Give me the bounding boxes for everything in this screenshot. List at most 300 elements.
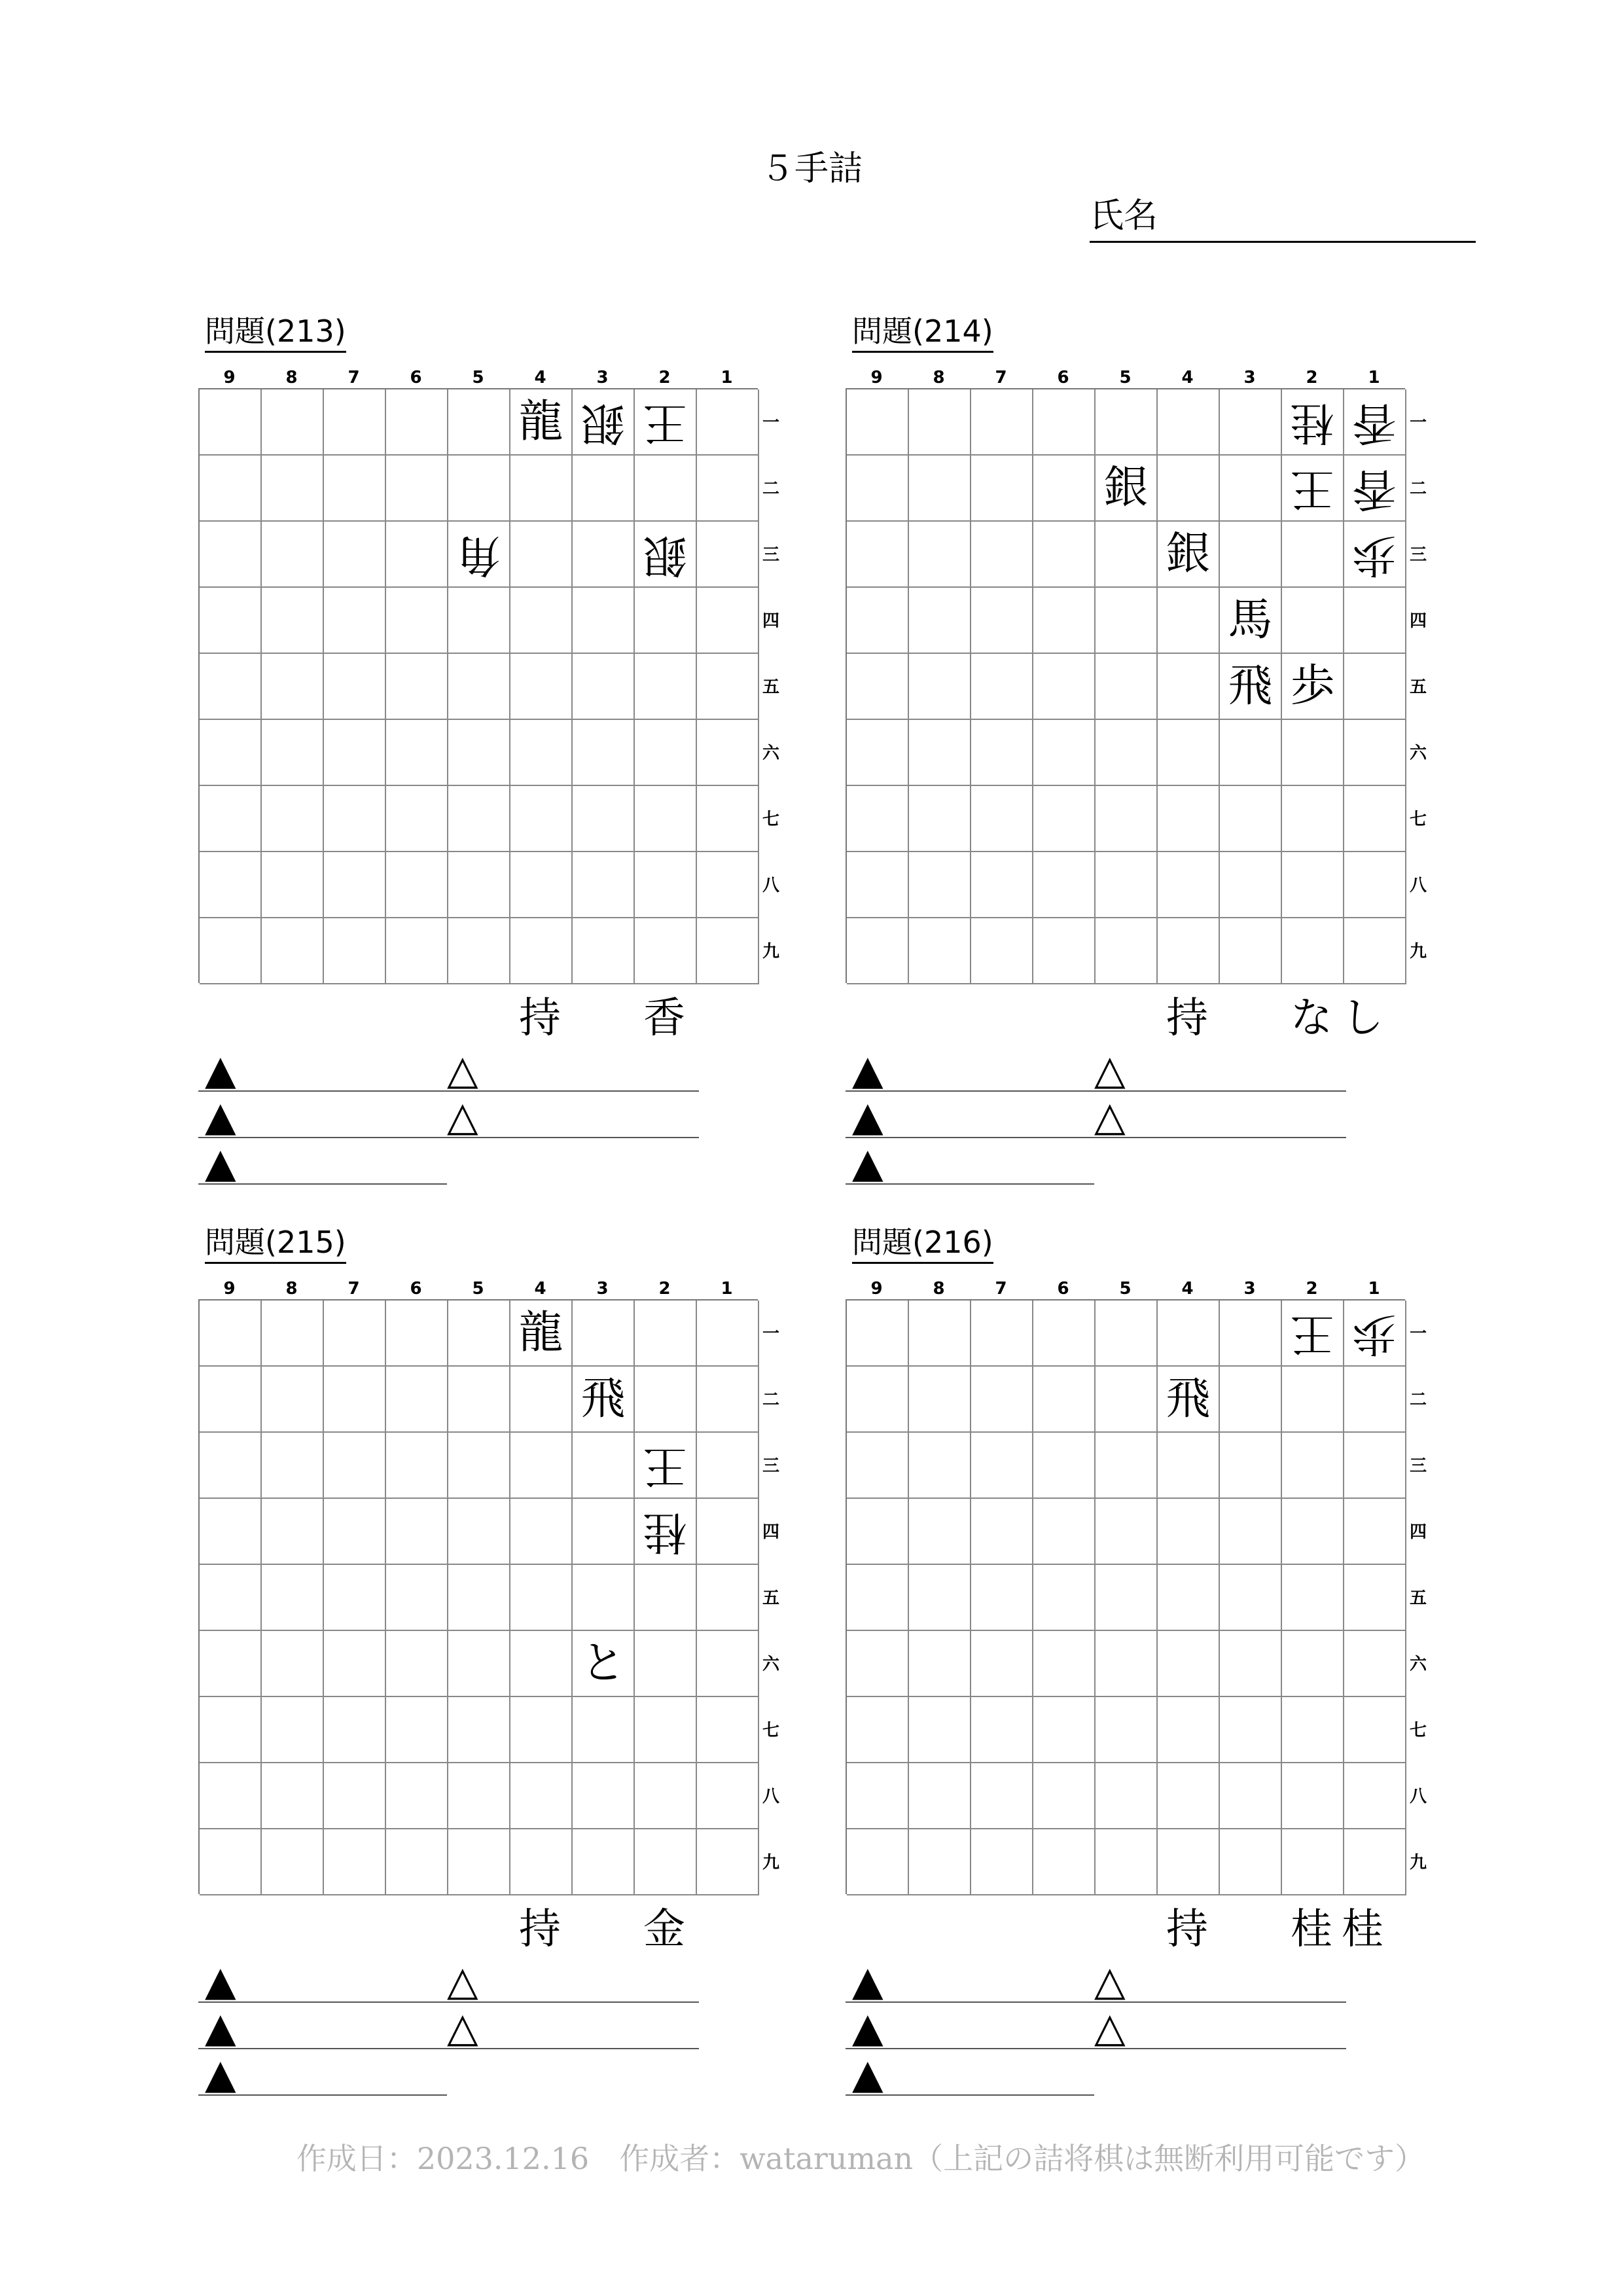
board-square[interactable] [1033,1300,1096,1367]
board-square[interactable] [510,1300,573,1367]
board-square[interactable] [635,1763,697,1829]
board-square[interactable] [909,522,971,588]
board-square[interactable] [847,1300,909,1367]
board-square[interactable] [847,1697,909,1763]
board-square[interactable] [971,786,1033,852]
board-square[interactable] [510,456,573,522]
board-square[interactable] [386,720,448,786]
board-square[interactable] [1344,1499,1406,1565]
board-square[interactable] [573,1499,635,1565]
board-square[interactable] [510,1829,573,1895]
board-square[interactable] [510,1631,573,1697]
board-square[interactable] [1033,1631,1096,1697]
board-square[interactable] [1282,522,1344,588]
board-square[interactable] [635,1565,697,1631]
board-square[interactable] [1096,654,1158,720]
board-square[interactable] [1158,522,1220,588]
board-square[interactable] [324,1367,386,1433]
gote-move-blank[interactable] [1094,1957,1346,2003]
sente-move-blank[interactable] [198,1139,447,1185]
board-square[interactable] [573,1763,635,1829]
board-square[interactable] [971,1433,1033,1499]
board-square[interactable] [262,852,324,918]
board-square[interactable] [1096,588,1158,654]
board-square[interactable] [1220,588,1282,654]
board-square[interactable] [1282,456,1344,522]
board-square[interactable] [1158,1697,1220,1763]
board-square[interactable] [847,389,909,456]
board-square[interactable] [635,852,697,918]
board-square[interactable] [635,1829,697,1895]
board-square[interactable] [448,1829,510,1895]
board-square[interactable] [200,786,262,852]
board-square[interactable] [200,1763,262,1829]
board-square[interactable] [510,1763,573,1829]
board-square[interactable] [971,852,1033,918]
board-square[interactable] [262,1763,324,1829]
board-square[interactable] [262,389,324,456]
board-square[interactable] [847,852,909,918]
board-square[interactable] [635,786,697,852]
board-square[interactable] [262,1829,324,1895]
board-square[interactable] [1033,588,1096,654]
board-square[interactable] [1158,852,1220,918]
board-square[interactable] [635,456,697,522]
board-square[interactable] [573,654,635,720]
board-square[interactable] [847,1763,909,1829]
board-square[interactable] [1033,1433,1096,1499]
board-square[interactable] [386,456,448,522]
board-square[interactable] [262,1300,324,1367]
sente-move-blank[interactable] [198,1092,447,1138]
board-square[interactable] [262,1433,324,1499]
board-square[interactable] [635,588,697,654]
board-square[interactable] [386,654,448,720]
board-square[interactable] [1282,1697,1344,1763]
board-square[interactable] [1096,1300,1158,1367]
board-square[interactable] [1096,786,1158,852]
board-square[interactable] [573,1300,635,1367]
board-square[interactable] [510,786,573,852]
board-square[interactable] [324,1499,386,1565]
board-square[interactable] [971,1697,1033,1763]
board-square[interactable] [324,1829,386,1895]
board-square[interactable] [971,720,1033,786]
board-square[interactable] [262,654,324,720]
board-square[interactable] [324,786,386,852]
board-square[interactable] [1220,654,1282,720]
board-square[interactable] [324,654,386,720]
board-square[interactable] [324,1433,386,1499]
board-square[interactable] [1220,720,1282,786]
board-square[interactable] [1158,1499,1220,1565]
gote-move-blank[interactable] [1094,1092,1346,1138]
board-square[interactable] [1220,389,1282,456]
board-square[interactable] [1158,654,1220,720]
board-square[interactable] [573,1433,635,1499]
board-square[interactable] [847,654,909,720]
board-square[interactable] [697,1763,759,1829]
board-square[interactable] [697,588,759,654]
board-square[interactable] [1220,786,1282,852]
board-square[interactable] [1096,720,1158,786]
board-square[interactable] [1282,1631,1344,1697]
board-square[interactable] [1282,1565,1344,1631]
gote-move-blank[interactable] [447,1957,699,2003]
board-square[interactable] [1096,522,1158,588]
board-square[interactable] [510,918,573,984]
board-square[interactable] [262,918,324,984]
board-square[interactable] [1158,456,1220,522]
board-square[interactable] [847,1829,909,1895]
board-square[interactable] [200,456,262,522]
board-square[interactable] [697,1367,759,1433]
sente-move-blank[interactable] [198,1957,447,2003]
board-square[interactable] [510,1565,573,1631]
board-square[interactable] [573,918,635,984]
gote-move-blank[interactable] [1094,2003,1346,2049]
board-square[interactable] [1220,852,1282,918]
sente-move-blank[interactable] [846,2003,1094,2049]
board-square[interactable] [386,918,448,984]
board-square[interactable] [448,588,510,654]
board-square[interactable] [1158,389,1220,456]
board-square[interactable] [573,852,635,918]
board-square[interactable] [386,1367,448,1433]
board-square[interactable] [573,456,635,522]
board-square[interactable] [448,918,510,984]
board-square[interactable] [1344,389,1406,456]
board-square[interactable] [324,852,386,918]
sente-move-blank[interactable] [846,1046,1094,1092]
board-square[interactable] [448,852,510,918]
board-square[interactable] [448,1565,510,1631]
board-square[interactable] [909,1565,971,1631]
board-square[interactable] [1220,1367,1282,1433]
board-square[interactable] [847,1367,909,1433]
board-square[interactable] [635,1697,697,1763]
gote-move-blank[interactable] [447,2003,699,2049]
board-square[interactable] [697,1697,759,1763]
board-square[interactable] [1096,918,1158,984]
board-square[interactable] [448,456,510,522]
board-square[interactable] [909,654,971,720]
board-square[interactable] [200,389,262,456]
board-square[interactable] [1344,1367,1406,1433]
board-square[interactable] [909,456,971,522]
board-square[interactable] [1096,852,1158,918]
board-square[interactable] [324,1697,386,1763]
board-square[interactable] [200,1631,262,1697]
board-square[interactable] [1220,522,1282,588]
board-square[interactable] [909,720,971,786]
board-square[interactable] [971,456,1033,522]
board-square[interactable] [1158,1433,1220,1499]
board-square[interactable] [200,522,262,588]
board-square[interactable] [909,1829,971,1895]
board-square[interactable] [1282,720,1344,786]
board-square[interactable] [200,588,262,654]
board-square[interactable] [324,1763,386,1829]
board-square[interactable] [386,588,448,654]
board-square[interactable] [324,1631,386,1697]
sente-move-blank[interactable] [198,2003,447,2049]
board-square[interactable] [510,1367,573,1433]
board-square[interactable] [635,918,697,984]
board-square[interactable] [1344,1300,1406,1367]
board-square[interactable] [971,522,1033,588]
board-square[interactable] [1158,786,1220,852]
board-square[interactable] [909,1631,971,1697]
board-square[interactable] [1344,852,1406,918]
board-square[interactable] [448,1763,510,1829]
board-square[interactable] [262,786,324,852]
board-square[interactable] [262,456,324,522]
board-square[interactable] [200,1697,262,1763]
board-square[interactable] [510,522,573,588]
board-square[interactable] [386,522,448,588]
board-square[interactable] [1220,1300,1282,1367]
board-square[interactable] [1158,918,1220,984]
board-square[interactable] [448,1499,510,1565]
board-square[interactable] [847,1631,909,1697]
sente-move-blank[interactable] [846,1139,1094,1185]
board-square[interactable] [573,389,635,456]
board-square[interactable] [847,588,909,654]
board-square[interactable] [200,654,262,720]
board-square[interactable] [1033,852,1096,918]
board-square[interactable] [847,1433,909,1499]
board-square[interactable] [386,1829,448,1895]
board-square[interactable] [1158,1565,1220,1631]
board-square[interactable] [1033,1499,1096,1565]
sente-move-blank[interactable] [198,2050,447,2096]
board-square[interactable] [847,456,909,522]
board-square[interactable] [200,1565,262,1631]
board-square[interactable] [324,918,386,984]
board-square[interactable] [635,1499,697,1565]
board-square[interactable] [1220,1829,1282,1895]
board-square[interactable] [971,1499,1033,1565]
board-square[interactable] [909,1499,971,1565]
board-square[interactable] [847,786,909,852]
board-square[interactable] [1344,1763,1406,1829]
board-square[interactable] [573,1697,635,1763]
board-square[interactable] [635,1433,697,1499]
board-square[interactable] [324,720,386,786]
board-square[interactable] [697,456,759,522]
board-square[interactable] [909,852,971,918]
board-square[interactable] [510,654,573,720]
board-square[interactable] [1344,1829,1406,1895]
board-square[interactable] [1282,389,1344,456]
board-square[interactable] [200,1499,262,1565]
board-square[interactable] [635,654,697,720]
board-square[interactable] [324,1300,386,1367]
board-square[interactable] [1096,1433,1158,1499]
board-square[interactable] [1158,1300,1220,1367]
board-square[interactable] [1096,1565,1158,1631]
board-square[interactable] [909,918,971,984]
board-square[interactable] [573,720,635,786]
board-square[interactable] [573,1829,635,1895]
board-square[interactable] [386,1763,448,1829]
board-square[interactable] [386,1631,448,1697]
board-square[interactable] [1220,918,1282,984]
board-square[interactable] [697,1433,759,1499]
board-square[interactable] [386,1697,448,1763]
board-square[interactable] [386,852,448,918]
board-square[interactable] [386,786,448,852]
board-square[interactable] [1033,1763,1096,1829]
board-square[interactable] [1158,720,1220,786]
board-square[interactable] [262,1631,324,1697]
board-square[interactable] [847,1565,909,1631]
board-square[interactable] [262,1565,324,1631]
board-square[interactable] [1033,918,1096,984]
board-square[interactable] [1096,1499,1158,1565]
board-square[interactable] [1096,1829,1158,1895]
board-square[interactable] [1033,786,1096,852]
board-square[interactable] [510,1697,573,1763]
board-square[interactable] [1096,1367,1158,1433]
board-square[interactable] [510,720,573,786]
board-square[interactable] [697,654,759,720]
board-square[interactable] [1220,1499,1282,1565]
board-square[interactable] [1344,1433,1406,1499]
board-square[interactable] [573,1565,635,1631]
board-square[interactable] [635,1367,697,1433]
board-square[interactable] [971,1829,1033,1895]
board-square[interactable] [1282,1433,1344,1499]
sente-move-blank[interactable] [846,1092,1094,1138]
board-square[interactable] [200,720,262,786]
board-square[interactable] [971,1763,1033,1829]
gote-move-blank[interactable] [1094,1046,1346,1092]
board-square[interactable] [697,720,759,786]
board-square[interactable] [510,852,573,918]
board-square[interactable] [1220,1433,1282,1499]
board-square[interactable] [324,588,386,654]
board-square[interactable] [1158,1829,1220,1895]
sente-move-blank[interactable] [846,2050,1094,2096]
board-square[interactable] [573,1367,635,1433]
board-square[interactable] [1282,1300,1344,1367]
board-square[interactable] [971,588,1033,654]
board-square[interactable] [909,786,971,852]
board-square[interactable] [1096,1763,1158,1829]
board-square[interactable] [1096,389,1158,456]
board-square[interactable] [909,588,971,654]
board-square[interactable] [1033,1565,1096,1631]
board-square[interactable] [697,918,759,984]
board-square[interactable] [448,1300,510,1367]
board-square[interactable] [635,1300,697,1367]
board-square[interactable] [1033,1367,1096,1433]
gote-move-blank[interactable] [447,1092,699,1138]
board-square[interactable] [386,1433,448,1499]
board-square[interactable] [1344,786,1406,852]
board-square[interactable] [909,1697,971,1763]
board-square[interactable] [1282,918,1344,984]
board-square[interactable] [1158,588,1220,654]
board-square[interactable] [448,654,510,720]
board-square[interactable] [262,588,324,654]
board-square[interactable] [1282,1829,1344,1895]
board-square[interactable] [1220,456,1282,522]
sente-move-blank[interactable] [846,1957,1094,2003]
board-square[interactable] [909,389,971,456]
board-square[interactable] [1282,852,1344,918]
board-square[interactable] [1096,456,1158,522]
board-square[interactable] [448,389,510,456]
board-square[interactable] [697,522,759,588]
board-square[interactable] [200,918,262,984]
board-square[interactable] [635,389,697,456]
board-square[interactable] [697,1829,759,1895]
board-square[interactable] [847,1499,909,1565]
board-square[interactable] [971,654,1033,720]
board-square[interactable] [1158,1763,1220,1829]
board-square[interactable] [971,1631,1033,1697]
board-square[interactable] [971,389,1033,456]
board-square[interactable] [573,1631,635,1697]
board-square[interactable] [448,1433,510,1499]
board-square[interactable] [1282,1763,1344,1829]
board-square[interactable] [510,588,573,654]
board-square[interactable] [510,1499,573,1565]
board-square[interactable] [510,389,573,456]
board-square[interactable] [1033,389,1096,456]
board-square[interactable] [1282,1367,1344,1433]
board-square[interactable] [262,522,324,588]
board-square[interactable] [1096,1631,1158,1697]
board-square[interactable] [1344,522,1406,588]
board-square[interactable] [1220,1565,1282,1631]
board-square[interactable] [971,918,1033,984]
board-square[interactable] [324,522,386,588]
board-square[interactable] [697,786,759,852]
board-square[interactable] [1033,1697,1096,1763]
board-square[interactable] [971,1565,1033,1631]
board-square[interactable] [1282,786,1344,852]
board-square[interactable] [324,389,386,456]
board-square[interactable] [573,786,635,852]
board-square[interactable] [448,1631,510,1697]
board-square[interactable] [1033,1829,1096,1895]
board-square[interactable] [200,1433,262,1499]
board-square[interactable] [909,1367,971,1433]
board-square[interactable] [448,1367,510,1433]
board-square[interactable] [448,720,510,786]
board-square[interactable] [1096,1697,1158,1763]
board-square[interactable] [697,1300,759,1367]
board-square[interactable] [909,1433,971,1499]
board-square[interactable] [847,918,909,984]
board-square[interactable] [1344,918,1406,984]
board-square[interactable] [200,1300,262,1367]
board-square[interactable] [1220,1631,1282,1697]
board-square[interactable] [971,1367,1033,1433]
board-square[interactable] [1344,720,1406,786]
board-square[interactable] [1282,1499,1344,1565]
board-square[interactable] [1033,654,1096,720]
board-square[interactable] [324,1565,386,1631]
board-square[interactable] [1033,456,1096,522]
board-square[interactable] [635,1631,697,1697]
board-square[interactable] [448,1697,510,1763]
board-square[interactable] [324,456,386,522]
